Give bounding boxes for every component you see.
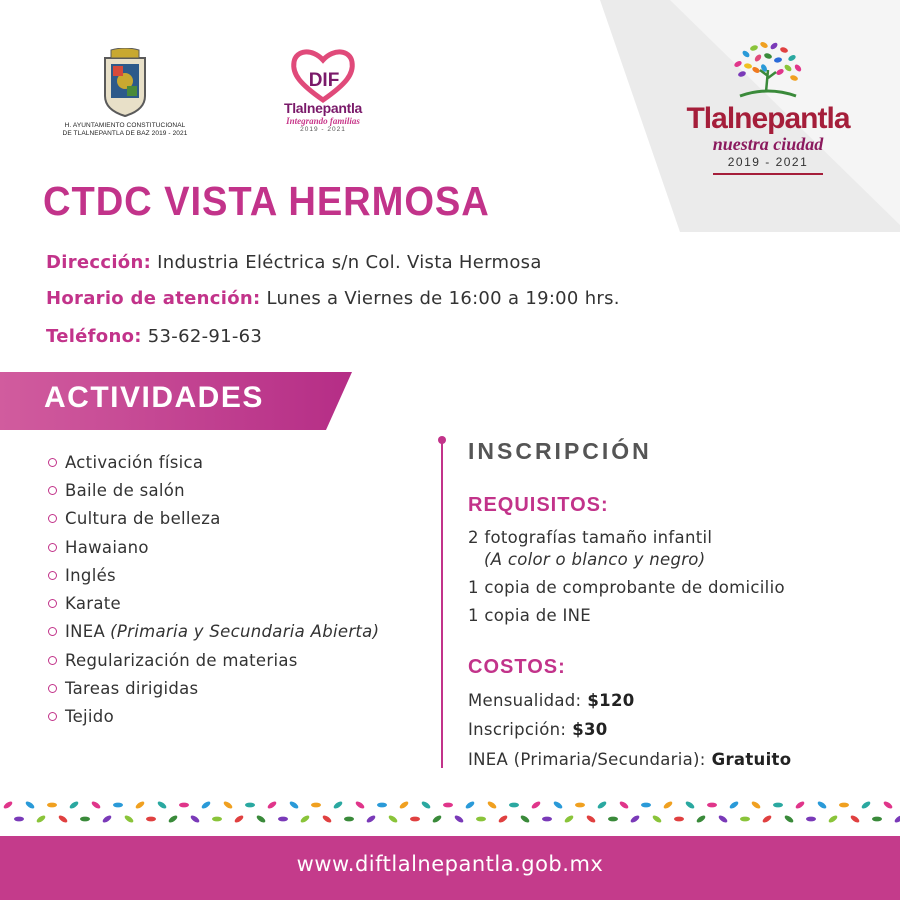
bullet-icon <box>48 599 57 608</box>
leaf-icon <box>157 800 168 810</box>
list-item <box>48 533 379 561</box>
leaf-icon <box>509 803 519 808</box>
leaf-icon <box>729 800 740 810</box>
cost-row <box>468 691 635 710</box>
ayuntamiento-logo <box>55 48 195 138</box>
dif-name: Tlalnepantla <box>283 100 363 116</box>
phone-label: Teléfono: <box>46 326 142 347</box>
list-item <box>48 589 379 617</box>
coat-of-arms-icon <box>101 48 149 118</box>
tlalnepantla-logo <box>668 40 868 175</box>
leaf-icon <box>344 817 354 822</box>
leaf-icon <box>828 814 839 824</box>
bullet-icon <box>48 656 57 665</box>
leaf-icon <box>322 814 333 824</box>
hours-value: Lunes a Viernes de 16:00 a 19:00 hrs. <box>266 288 620 309</box>
activity-label: INEA <box>65 622 106 642</box>
leaf-icon <box>135 800 146 810</box>
ayuntamiento-caption-1: H. AYUNTAMIENTO CONSTITUCIONAL <box>64 122 186 129</box>
leaf-icon <box>586 814 597 824</box>
leaf-icon <box>201 800 212 810</box>
list-item <box>48 448 379 476</box>
leaf-icon <box>707 803 717 808</box>
bullet-icon <box>48 486 57 495</box>
activity-label: Regularización de materias <box>65 650 298 670</box>
dif-years: 2019 - 2021 <box>300 126 346 133</box>
leaf-icon <box>410 817 420 822</box>
list-item <box>48 618 379 646</box>
cost-label: Mensualidad: <box>468 691 582 710</box>
leaf-icon <box>487 800 498 810</box>
leaf-icon <box>234 814 245 824</box>
activities-list <box>48 448 379 731</box>
heart-dif-icon <box>288 46 358 104</box>
ayuntamiento-caption-2: DE TLALNEPANTLA DE BAZ 2019 - 2021 <box>62 130 188 137</box>
bullet-icon <box>48 712 57 721</box>
leaf-icon <box>421 800 432 810</box>
hours-row <box>46 288 620 309</box>
leaf-icon <box>520 814 531 824</box>
leaf-icon <box>619 800 630 810</box>
leaf-icon <box>850 814 861 824</box>
leaf-icon <box>564 814 575 824</box>
bullet-icon <box>48 571 57 580</box>
leaf-icon <box>113 803 123 808</box>
activity-label: Hawaiano <box>65 537 149 557</box>
leaf-icon <box>278 817 288 822</box>
cost-label: INEA (Primaria/Secundaria): <box>468 750 706 769</box>
leaf-icon <box>91 800 102 810</box>
leaf-icon <box>366 814 377 824</box>
list-item <box>48 703 379 731</box>
leaf-icon <box>333 800 344 810</box>
leaf-icon <box>740 817 750 822</box>
phone-row <box>46 326 262 347</box>
leaf-icon <box>179 803 189 808</box>
leaf-icon <box>289 800 300 810</box>
leaf-icon <box>36 814 47 824</box>
bullet-icon <box>48 684 57 693</box>
leaf-icon <box>674 817 684 822</box>
leaf-icon <box>168 814 179 824</box>
activity-label: Cultura de belleza <box>65 509 221 529</box>
leaf-icon <box>102 814 113 824</box>
activities-heading: ACTIVIDADES <box>44 381 264 414</box>
leaf-icon <box>69 800 80 810</box>
leaf-icon <box>773 803 783 808</box>
leaf-icon <box>894 814 900 824</box>
leaf-pattern-decoration <box>0 794 900 830</box>
activity-label: Karate <box>65 594 121 614</box>
leaf-icon <box>784 814 795 824</box>
requirement-2: 1 copia de comprobante de domicilio <box>468 578 785 597</box>
cost-value: $120 <box>587 691 635 710</box>
leaf-icon <box>388 814 399 824</box>
address-label: Dirección: <box>46 252 152 273</box>
dif-tagline: Integrando familias <box>286 116 360 126</box>
cost-row <box>468 720 608 739</box>
leaf-icon <box>630 814 641 824</box>
leaf-icon <box>641 803 651 808</box>
leaf-icon <box>311 803 321 808</box>
activity-label: Baile de salón <box>65 480 185 500</box>
leaf-icon <box>146 817 156 822</box>
city-name: Tlalnepantla <box>686 102 850 135</box>
leaf-icon <box>751 800 762 810</box>
leaf-icon <box>245 803 255 808</box>
cost-value: Gratuito <box>711 750 792 769</box>
leaf-icon <box>190 814 201 824</box>
leaf-icon <box>256 814 267 824</box>
leaf-icon <box>718 814 729 824</box>
leaf-icon <box>80 817 90 822</box>
leaf-icon <box>498 814 509 824</box>
leaf-icon <box>597 800 608 810</box>
phone-value: 53-62-91-63 <box>147 326 263 347</box>
activity-label: Tejido <box>65 707 114 727</box>
leaf-icon <box>652 814 663 824</box>
leaf-icon <box>25 800 36 810</box>
bullet-icon <box>48 458 57 467</box>
costs-heading: COSTOS: <box>468 656 566 678</box>
city-years: 2019 - 2021 <box>727 155 809 169</box>
address-row <box>46 252 542 273</box>
leaf-icon <box>762 814 773 824</box>
leaf-icon <box>14 817 24 822</box>
leaf-icon <box>223 800 234 810</box>
leaf-icon <box>872 817 882 822</box>
hours-label: Horario de atención: <box>46 288 261 309</box>
list-item <box>48 561 379 589</box>
leaf-icon <box>542 817 552 822</box>
leaf-icon <box>3 800 14 810</box>
requirement-1-note: (A color o blanco y negro) <box>484 550 706 569</box>
cost-row <box>468 750 791 769</box>
requirement-3: 1 copia de INE <box>468 606 592 625</box>
leaf-icon <box>212 817 222 822</box>
dif-logo <box>268 46 378 133</box>
bullet-icon <box>48 543 57 552</box>
address-value: Industria Eléctrica s/n Col. Vista Hermosa <box>157 252 542 273</box>
requirement-1: 2 fotografías tamaño infantil <box>468 528 713 547</box>
leaf-icon <box>553 800 564 810</box>
city-years-rule <box>713 173 823 175</box>
leaf-icon <box>355 800 366 810</box>
requirements-heading: REQUISITOS: <box>468 494 609 516</box>
leaf-icon <box>454 814 465 824</box>
tree-icon <box>718 40 818 102</box>
leaf-icon <box>685 800 696 810</box>
page-title: CTDC VISTA HERMOSA <box>43 178 490 224</box>
leaf-icon <box>663 800 674 810</box>
leaf-icon <box>432 814 443 824</box>
list-item <box>48 674 379 702</box>
cost-label: Inscripción: <box>468 720 567 739</box>
activity-note: (Primaria y Secundaria Abierta) <box>110 622 380 642</box>
column-divider <box>441 440 443 768</box>
city-tagline: nuestra ciudad <box>712 134 824 154</box>
leaf-icon <box>861 800 872 810</box>
leaf-icon <box>399 800 410 810</box>
leaf-icon <box>124 814 135 824</box>
bullet-icon <box>48 514 57 523</box>
leaf-icon <box>267 800 278 810</box>
leaf-icon <box>476 817 486 822</box>
inscription-heading: INSCRIPCIÓN <box>468 438 652 464</box>
leaf-icon <box>696 814 707 824</box>
activity-label: Inglés <box>65 565 116 585</box>
activity-label: Activación física <box>65 452 204 472</box>
leaf-icon <box>300 814 311 824</box>
website-link[interactable]: www.diftlalnepantla.gob.mx <box>296 852 604 876</box>
list-item <box>48 476 379 504</box>
bullet-icon <box>48 627 57 636</box>
leaf-icon <box>839 803 849 808</box>
list-item <box>48 646 379 674</box>
leaf-icon <box>58 814 69 824</box>
svg-text:DIF: DIF <box>308 70 340 91</box>
leaf-icon <box>443 803 453 808</box>
leaf-icon <box>817 800 828 810</box>
leaf-icon <box>531 800 542 810</box>
cost-value: $30 <box>572 720 608 739</box>
leaf-icon <box>795 800 806 810</box>
leaf-icon <box>806 817 816 822</box>
leaf-icon <box>608 817 618 822</box>
leaf-icon <box>47 803 57 808</box>
activity-label: Tareas dirigidas <box>65 679 199 699</box>
leaf-icon <box>575 803 585 808</box>
leaf-icon <box>377 803 387 808</box>
list-item <box>48 505 379 533</box>
leaf-icon <box>883 800 894 810</box>
leaf-icon <box>465 800 476 810</box>
